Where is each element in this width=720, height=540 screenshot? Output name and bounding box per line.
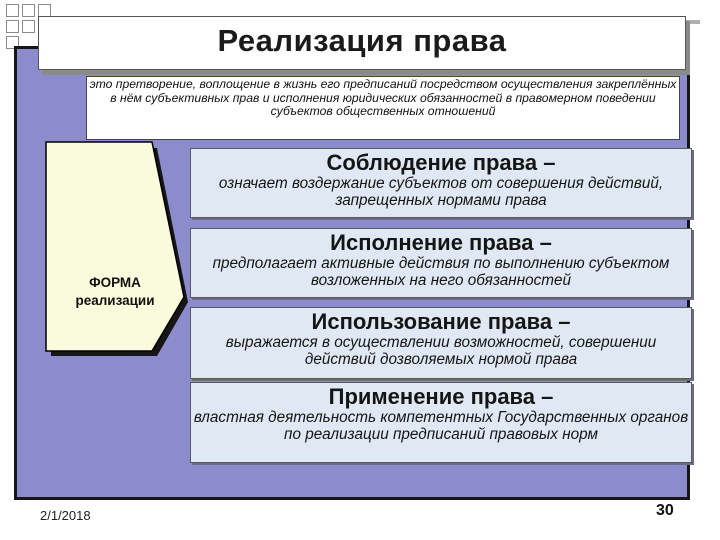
form-card-execution (190, 228, 692, 298)
form-card-use (190, 307, 692, 379)
form-card-title: Исполнение права – (330, 230, 552, 255)
form-card-application (190, 382, 692, 463)
slide-title: Реализация права (217, 23, 507, 58)
page-number: 30 (656, 502, 674, 519)
forma-arrow-shape (44, 132, 190, 364)
form-card-title: Соблюдение права – (326, 150, 556, 175)
form-card-description: предполагает активные действия по выполнению субъектом возложенных на него обязанностей (212, 255, 670, 289)
forma-label-line1: ФОРМА (89, 275, 141, 290)
form-card-description: властная деятельность компетентных Государственных органов по реализации предписаний правовых норм (193, 409, 689, 443)
form-card-description: выражается в осуществлении возможностей, совершении действий дозволяемых нормой права (225, 334, 657, 368)
form-card-compliance (190, 148, 692, 218)
forma-label (60, 274, 170, 310)
forma-label-line2: реализации (75, 293, 155, 308)
definition-text: это претворение, воплощение в жизнь его предписаний посредством осуществления закреплённых в нём субъективных прав и исполнения юридических обязанностей в правомерном поведении субъектов общественных отношений (89, 77, 677, 119)
title-box (38, 16, 686, 70)
form-card-title: Применение права – (328, 384, 554, 409)
form-card-title: Использование права – (311, 309, 571, 334)
footer-date: 2/1/2018 (40, 508, 91, 523)
definition-box (86, 76, 680, 140)
form-card-description: означает воздержание субъектов от совершения действий, запрещенных нормами права (218, 175, 664, 209)
